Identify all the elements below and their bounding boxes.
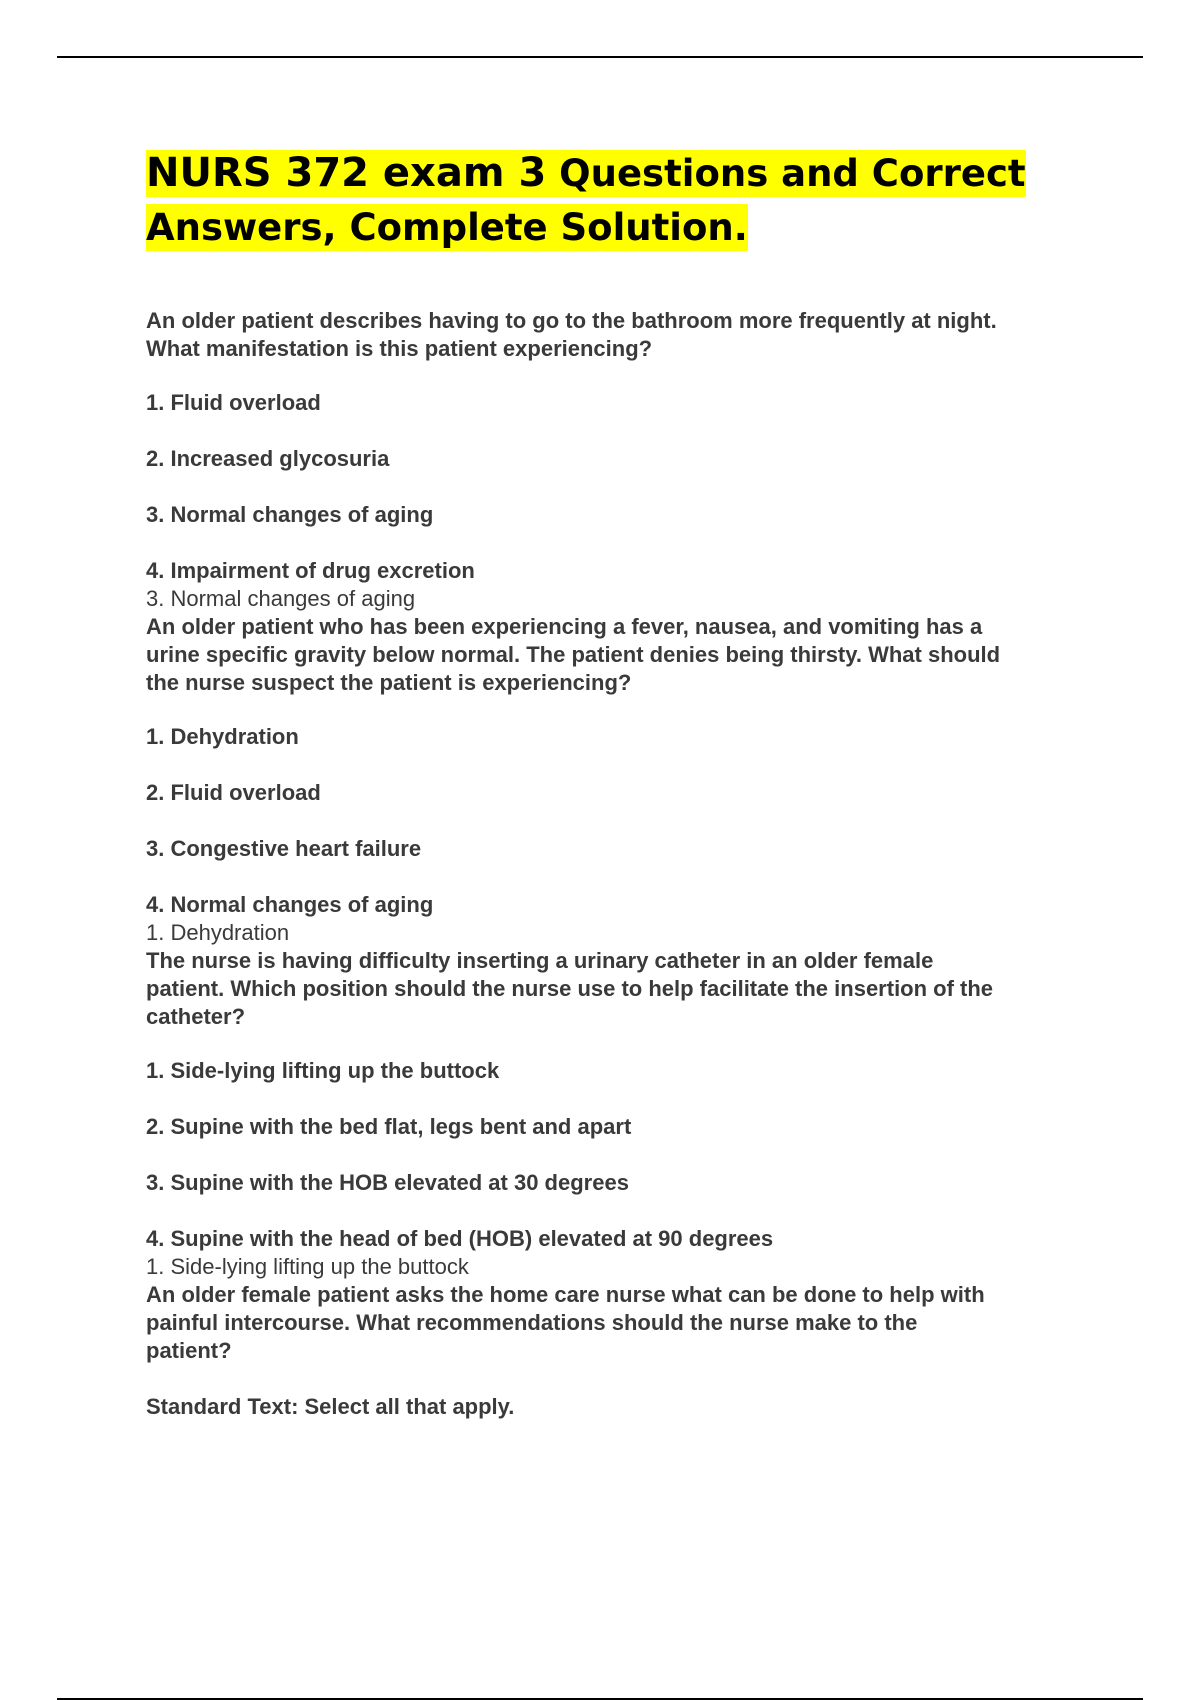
question-1-line-2: What manifestation is this patient experiencing? [146, 336, 653, 361]
question-2-option-1: 1. Dehydration [146, 724, 299, 749]
question-4-text [146, 1281, 1106, 1365]
question-3-option-2: 2. Supine with the bed flat, legs bent and apart [146, 1114, 632, 1139]
question-list [146, 307, 1106, 1421]
question-2-line-3: the nurse suspect the patient is experiencing? [146, 670, 632, 695]
question-4-line-1: An older female patient asks the home care nurse what can be done to help with [146, 1282, 985, 1307]
question-3-answer: 1. Side-lying lifting up the buttock [146, 1254, 469, 1279]
question-1-option-2: 2. Increased glycosuria [146, 446, 390, 471]
question-4-line-3: patient? [146, 1338, 232, 1363]
title-course: NURS 372 exam 3 [146, 150, 547, 196]
top-rule [57, 56, 1143, 58]
document-content [146, 146, 1106, 1421]
standard-text: Standard Text: Select all that apply. [146, 1394, 515, 1419]
question-3-line-1: The nurse is having difficulty inserting a urinary catheter in an older female [146, 948, 934, 973]
question-1-line-1: An older patient describes having to go to the bathroom more frequently at night. [146, 308, 997, 333]
title-highlight-line-2: Answers, Complete Solution. [146, 206, 748, 249]
question-2-option-2: 2. Fluid overload [146, 780, 321, 805]
question-2-line-2: urine specific gravity below normal. The patient denies being thirsty. What should [146, 642, 1001, 667]
question-1-option-1: 1. Fluid overload [146, 390, 321, 415]
question-3-line-2: patient. Which position should the nurse use to help facilitate the insertion of the [146, 976, 994, 1001]
question-2-option-4: 4. Normal changes of aging [146, 892, 434, 917]
question-3-option-4: 4. Supine with the head of bed (HOB) elevated at 90 degrees [146, 1226, 774, 1251]
question-3-line-3: catheter? [146, 1004, 246, 1029]
title-rest-line-1: Questions and Correct [559, 152, 1026, 195]
question-1-answer: 3. Normal changes of aging [146, 586, 416, 611]
question-2-line-1: An older patient who has been experiencing a fever, nausea, and vomiting has a [146, 614, 983, 639]
title-highlight-line-1 [146, 150, 1026, 197]
question-3-option-3: 3. Supine with the HOB elevated at 30 degrees [146, 1170, 629, 1195]
question-3-text [146, 947, 1106, 1031]
document-title [146, 146, 1106, 255]
question-1-option-4: 4. Impairment of drug excretion [146, 558, 475, 583]
question-1-option-3: 3. Normal changes of aging [146, 502, 434, 527]
question-2-option-3: 3. Congestive heart failure [146, 836, 422, 861]
question-4-line-2: painful intercourse. What recommendations should the nurse make to the [146, 1310, 918, 1335]
question-2-text [146, 613, 1106, 697]
question-1-text [146, 307, 1106, 363]
question-3-option-1: 1. Side-lying lifting up the buttock [146, 1058, 500, 1083]
question-2-answer: 1. Dehydration [146, 920, 290, 945]
